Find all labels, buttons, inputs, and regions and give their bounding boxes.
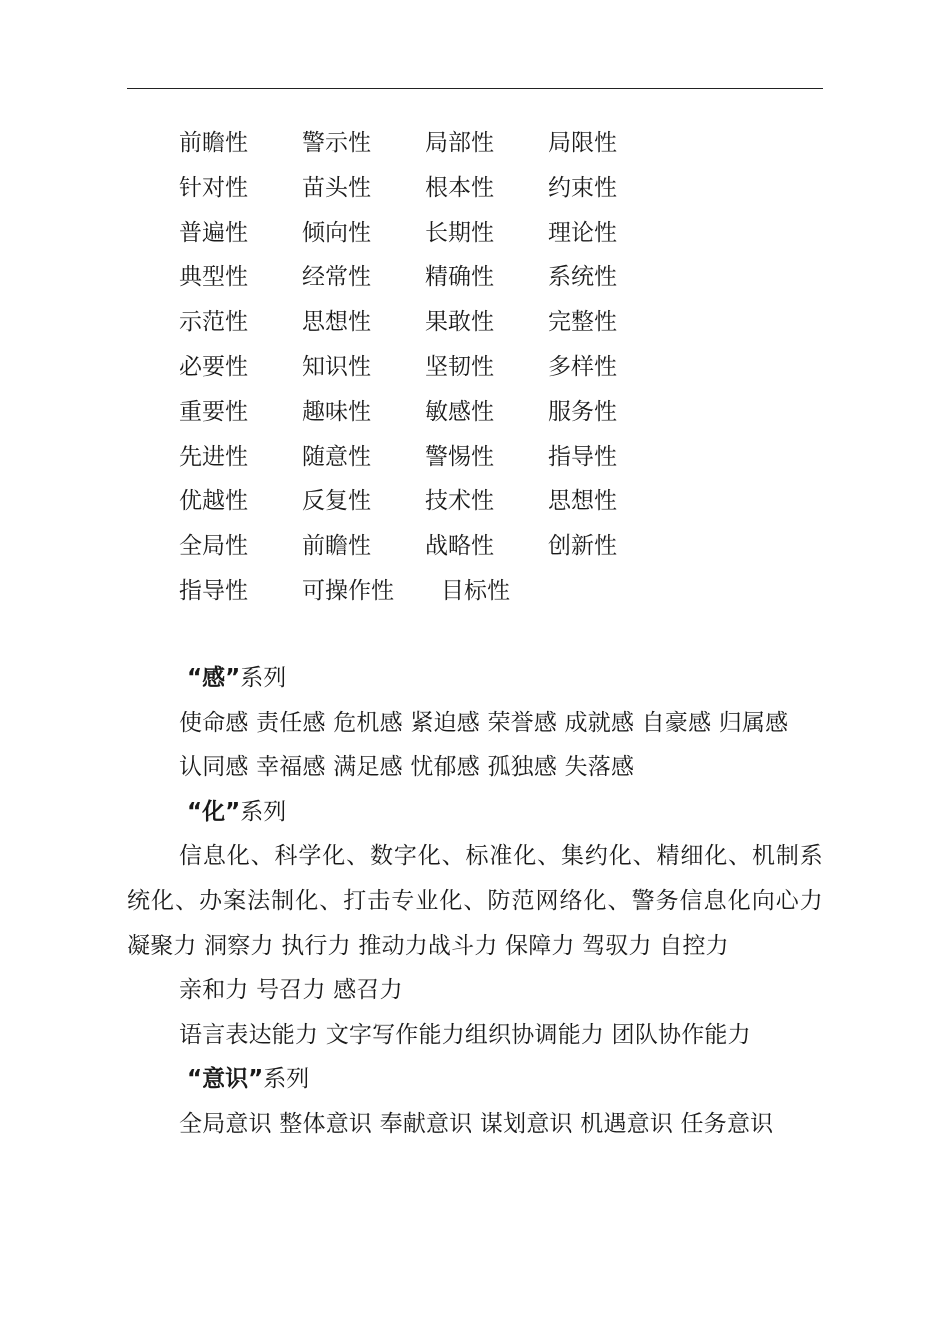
- grid-cell: 战略性: [425, 533, 494, 560]
- grid-cell: 优越性: [179, 488, 248, 515]
- grid-cell: 警示性: [302, 130, 371, 156]
- grid-cell: 苗头性: [302, 174, 371, 201]
- paragraph: 认同感 幸福感 满足感 忧郁感 孤独感 失落感: [179, 754, 635, 781]
- grid-cell: 目标性: [441, 577, 510, 604]
- heading-suffix: 系列: [263, 1066, 310, 1093]
- grid-cell: 思想性: [302, 309, 371, 336]
- header-rule: [127, 88, 823, 89]
- paragraph: 亲和力 号召力 感召力: [179, 977, 403, 1004]
- grid-cell: 经常性: [302, 264, 371, 291]
- grid-cell: 反复性: [302, 488, 371, 515]
- grid-cell: 随意性: [302, 443, 371, 470]
- grid-cell: 长期性: [425, 219, 494, 246]
- paragraph: 全局意识 整体意识 奉献意识 谋划意识 机遇意识 任务意识: [179, 1110, 774, 1137]
- grid-cell: 知识性: [302, 353, 371, 380]
- grid-cell: 先进性: [179, 443, 248, 470]
- section-heading-yishi: [127, 1057, 823, 1102]
- grid-cell: 果敢性: [425, 309, 494, 336]
- grid-cell: 针对性: [179, 174, 248, 201]
- grid-cell: 技术性: [425, 488, 494, 515]
- heading-keyword: “意识”: [187, 1066, 264, 1093]
- grid-cell: 敏感性: [425, 398, 494, 425]
- grid-cell: 全局性: [179, 533, 248, 560]
- grid-cell: 必要性: [179, 353, 248, 380]
- grid-cell: 服务性: [548, 398, 617, 425]
- paragraph: 信息化、科学化、数字化、标准化、集约化、精细化、机制系统化、办案法制化、打击专业化、防范网络化、警务信息化向心力 凝聚力 洞察力 执行力 推动力战斗力 保障力 驾驭力 自控力: [127, 843, 823, 959]
- grid-cell: 精确性: [425, 264, 494, 291]
- grid-cell: 多样性: [548, 353, 617, 380]
- grid-cell: 示范性: [179, 309, 248, 336]
- grid-cell: 局部性: [425, 130, 494, 156]
- grid-cell: 系统性: [548, 264, 617, 291]
- paragraph: 语言表达能力 文字写作能力组织协调能力 团队协作能力: [179, 1021, 751, 1048]
- section-heading-gan: [127, 656, 823, 701]
- grid-cell: 坚韧性: [425, 353, 494, 380]
- grid-cell: 警惕性: [425, 443, 494, 470]
- paragraph: 使命感 责任感 危机感 紧迫感 荣誉感 成就感 自豪感 归属感: [179, 709, 789, 736]
- grid-cell: 思想性: [548, 488, 617, 515]
- grid-cell: 典型性: [179, 264, 248, 291]
- grid-cell: 可操作性: [302, 577, 394, 604]
- grid-cell: 指导性: [548, 443, 617, 470]
- heading-keyword: “化”: [187, 798, 241, 825]
- grid-cell: 创新性: [548, 533, 617, 560]
- grid-cell: 指导性: [179, 577, 248, 604]
- grid-cell: 根本性: [425, 174, 494, 201]
- grid-cell: 趣味性: [302, 398, 371, 425]
- heading-keyword: “感”: [187, 665, 241, 691]
- grid-cell: 前瞻性: [302, 533, 371, 560]
- grid-cell: 理论性: [548, 219, 617, 246]
- grid-cell: 普遍性: [179, 219, 248, 246]
- grid-cell: 约束性: [548, 174, 617, 201]
- grid-cell: 重要性: [179, 398, 248, 425]
- section-heading-hua: [127, 790, 823, 835]
- grid-cell: 完整性: [548, 309, 617, 336]
- heading-suffix: 系列: [240, 665, 287, 691]
- grid-cell: 前瞻性: [179, 130, 248, 156]
- grid-cell: 局限性: [548, 130, 617, 156]
- document-body: [127, 656, 823, 1147]
- grid-cell: 倾向性: [302, 219, 371, 246]
- heading-suffix: 系列: [240, 798, 287, 825]
